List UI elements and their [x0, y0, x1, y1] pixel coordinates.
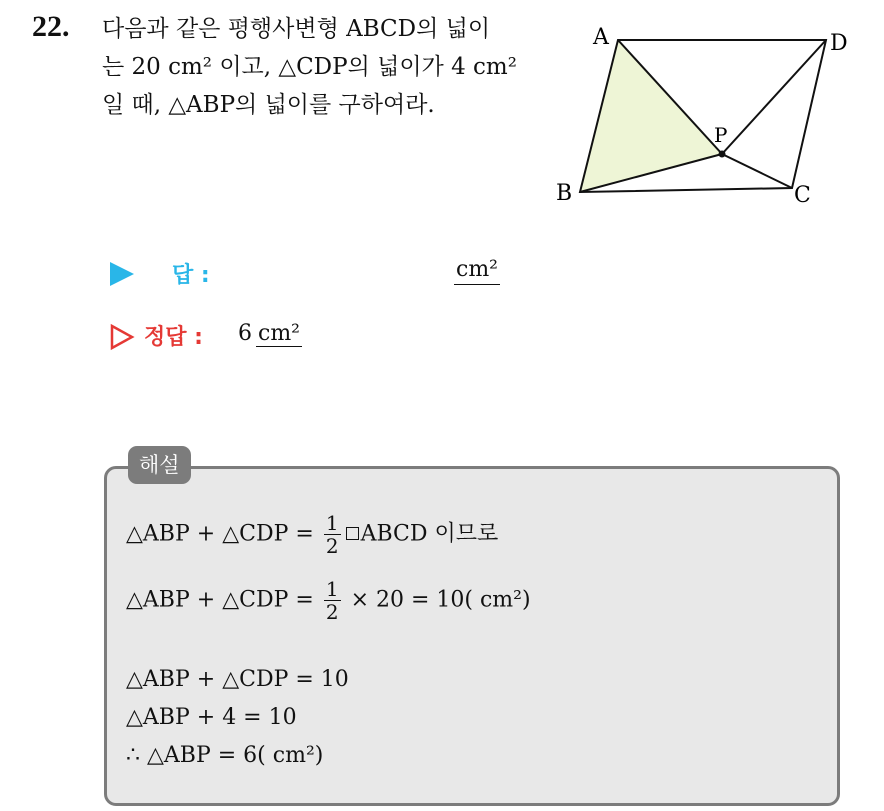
answer-marker-icon: [110, 262, 134, 286]
correct-label: 정답 :: [144, 325, 203, 350]
solution-line-5: ∴ △ABP = 6( cm²): [126, 743, 324, 768]
eq2-numerator: 1: [325, 577, 339, 601]
solution-line-2: [126, 578, 531, 623]
label-a: A: [593, 25, 609, 50]
label-c: C: [794, 183, 811, 208]
label-b: B: [556, 181, 573, 206]
label-p: P: [714, 123, 728, 147]
answer-row: [110, 254, 530, 294]
answer-label: 답 :: [172, 263, 210, 288]
answer-unit[interactable]: cm²: [454, 256, 500, 285]
question-number: 22.: [32, 10, 70, 43]
correct-value: 6: [238, 321, 252, 346]
eq1-denominator: 2: [325, 534, 339, 558]
correct-unit: cm²: [258, 321, 301, 346]
correct-marker-icon: [110, 324, 134, 350]
question-line-2: 는 20 cm² 이고, △CDP의 넓이가 4 cm²: [102, 54, 517, 80]
solution-line-1: [126, 512, 498, 557]
eq1-rhs: ABCD 이므로: [360, 521, 499, 547]
correct-value-group: [238, 320, 302, 348]
question-line-1: 다음과 같은 평행사변형 ABCD의 넓이: [102, 16, 491, 42]
eq2-rhs: × 20 = 10( cm²): [350, 587, 531, 613]
label-d: D: [830, 31, 848, 56]
solution-line-3: △ABP + △CDP = 10: [126, 667, 349, 692]
segment-cp: [722, 154, 792, 188]
parallelogram-symbol-icon: [346, 527, 359, 540]
point-p: [719, 151, 726, 158]
eq1-fraction: [324, 512, 341, 557]
eq2-fraction: [324, 578, 341, 623]
triangle-abp-shade: [580, 40, 722, 192]
parallelogram-figure: [550, 20, 848, 210]
segment-dp: [722, 40, 826, 154]
eq1-lhs: △ABP + △CDP =: [126, 521, 314, 547]
question-text: [102, 10, 532, 124]
question-line-3: 일 때, △ABP의 넓이를 구하여라.: [102, 92, 435, 118]
correct-answer-row: [110, 318, 510, 358]
eq2-lhs: △ABP + △CDP =: [126, 587, 314, 613]
solution-tab: 해설: [128, 446, 191, 484]
eq2-denominator: 2: [325, 600, 339, 624]
solution-line-4: △ABP + 4 = 10: [126, 705, 297, 730]
eq1-numerator: 1: [325, 511, 339, 535]
